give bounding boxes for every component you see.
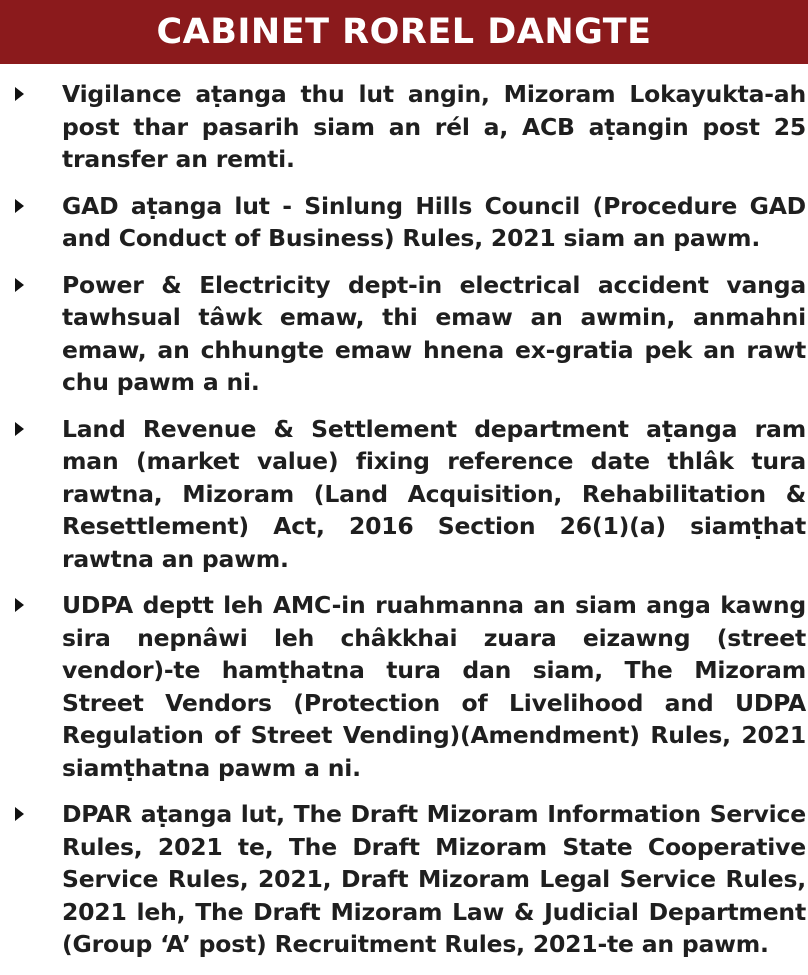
- list-item: [0, 798, 808, 961]
- list-item-text: GAD aṭanga lut - Sinlung Hills Council (Procedure GAD and Conduct of Business) Rules, 2021 siam an pawm.: [62, 191, 806, 252]
- list-item-text: Land Revenue & Settlement department aṭanga ram man (market value) fixing reference date thlâk tura rawtna, Mizoram (Land Acquisition, Rehabilitation & Resettlement) Act, 2016 Section 26(1)(a) siamṭhat rawtna an pawm.: [62, 414, 806, 573]
- header-banner: [0, 0, 808, 64]
- triangle-right-icon: [15, 199, 24, 213]
- list-item: [0, 190, 808, 255]
- list-item: [0, 589, 808, 784]
- triangle-right-icon: [15, 807, 24, 821]
- triangle-right-icon: [15, 598, 24, 612]
- list-item-text: Vigilance aṭanga thu lut angin, Mizoram Lokayukta-ah post thar pasarih siam an rél a, ACB aṭangin post 25 transfer an remti.: [62, 80, 806, 173]
- list-item-text: DPAR aṭanga lut, The Draft Mizoram Information Service Rules, 2021 te, The Draft Mizoram State Cooperative Service Rules, 2021, Draft Mizoram Legal Service Rules, 2021 leh, The Draft Mizoram Law & Judicial Department (Group ‘A’ post) Recruitment Rules, 2021-te an pawm.: [62, 800, 806, 958]
- triangle-right-icon: [15, 278, 24, 292]
- triangle-right-icon: [15, 422, 24, 436]
- list-item-text: UDPA deptt leh AMC-in ruahmanna an siam anga kawng sira nepnâwi leh châkkhai zuara eizawng (street vendor)-te hamṭhatna tura dan siam, The Mizoram Street Vendors (Protection of Livelihood and UDPA Regulation of Street Vending)(Amendment) Rules, 2021 siamṭhatna pawm a ni.: [62, 591, 806, 782]
- list-item: [0, 413, 808, 576]
- list-item-text: Power & Electricity dept-in electrical accident vanga tawhsual tâwk emaw, thi emaw an awmin, anmahni emaw, an chhungte emaw hnena ex-gratia pek an rawt chu pawm a ni.: [62, 270, 806, 396]
- page-title: CABINET ROREL DANGTE: [156, 12, 652, 52]
- list-item: [0, 78, 808, 176]
- decision-list: [0, 78, 808, 975]
- list-item: [0, 269, 808, 399]
- triangle-right-icon: [15, 87, 24, 101]
